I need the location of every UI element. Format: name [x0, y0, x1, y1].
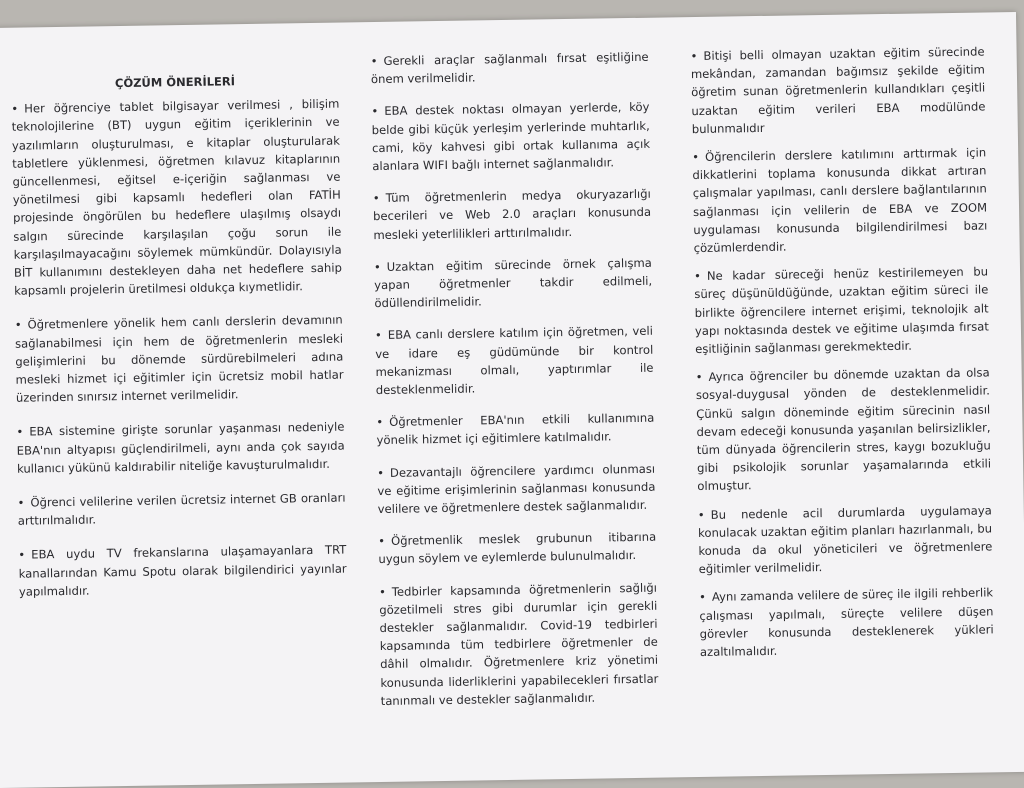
bullet-paragraph [377, 459, 656, 518]
paragraph-text: Bu nedenle acil durumlarda uygulamaya konulacak uzaktan eğitim planları hazırlanmalı, bu konuda da okul yöneticileri ve öğretmenlere eğitimler verilmelidir. [698, 503, 993, 577]
paragraph-text: Her öğrenciye tablet bilgisayar verilmesi , bilişim teknolojilerine (BT) uygun eğitim içeriklerinin ve yazılımların oluşturulması, e kitaplar oluşturularak tabletlere yüklenmesi, öğretmen kılavuz kitaplarının güncellenmesi, eğitsel e-içeriğin sağlanması ve yönetilmesi gibi kapsamlı hedefleri olan FATİH projesinde öngörülen bu hedeflere ulaşılmış olsaydı salgın sürecinde karşılaşılan çoğu sorun ile karşılaşılmayacağını söylemek mümkündür. Dolayısıyla BİT kullanımını destekleyen daha net hedeflere sahip kapsamlı projelerin üretilmesi oldukça kıymetlidir. [11, 96, 343, 298]
paragraph-text: EBA sistemine girişte sorunlar yaşanması nedeniyle EBA'nın altyapısı güçlendirilmeli, aynı anda çok sayıda kullanıcı yükünü kaldırabilir niteliğe kavuşturulmalıdır. [16, 420, 345, 476]
bullet-paragraph [371, 48, 650, 89]
bullet-icon: • [374, 328, 382, 343]
bullet-paragraph [378, 528, 657, 569]
column-2-list [371, 48, 659, 710]
bullet-paragraph [698, 501, 993, 578]
bullet-paragraph [16, 418, 345, 478]
bullet-paragraph [15, 311, 344, 407]
paragraph-text: EBA destek noktası olmayan yerlerde, köy belde gibi küçük yerleşim yerlerinde muhtarlık, cami, köy kahvesi gibi ortak kullanıma açık alanlara WIFI bağlı internet sağlanmalıdır. [371, 100, 651, 174]
bullet-icon: • [16, 425, 24, 440]
bullet-icon: • [373, 259, 381, 274]
section-title: ÇÖZÜM ÖNERİLERİ [114, 74, 236, 91]
bullet-paragraph [11, 95, 342, 300]
bullet-paragraph [373, 185, 652, 244]
bullet-icon: • [370, 53, 378, 69]
column-3-list [690, 42, 994, 661]
bullet-icon: • [18, 548, 26, 563]
paragraph-text: Uzaktan eğitim sürecinde örnek çalışma yapan öğretmenler takdir edilmeli, ödüllendirilmelidir. [374, 255, 653, 311]
bullet-paragraph [699, 584, 994, 661]
paragraph-text: Öğretmenlik meslek grubunun itibarına uygun söylem ve eylemlerde bulunulmalıdır. [378, 529, 657, 567]
paragraph-text: EBA uydu TV frekanslarına ulaşamayanlara TRT kanallarından Kamu Spotu olarak bilgilendirici yayınlar yapılmalıdır. [18, 543, 347, 599]
bullet-icon: • [690, 48, 698, 64]
bullet-icon: • [14, 318, 22, 333]
bullet-paragraph [376, 409, 655, 450]
bullet-icon: • [17, 495, 25, 510]
bullet-paragraph [379, 578, 659, 710]
bullet-paragraph [374, 254, 653, 313]
bullet-icon: • [377, 465, 385, 480]
paragraph-text: Öğretmenler EBA'nın etkili kullanımına yönelik hizmet içi eğitimlere katılmalıdır. [376, 410, 655, 448]
bullet-paragraph [371, 98, 650, 175]
bullet-icon: • [378, 584, 386, 599]
paragraph-text: Gerekli araçlar sağlanmalı fırsat eşitliğine önem verilmelidir. [370, 49, 649, 87]
paragraph-text: Öğrencilerin derslere katılımını arttırmak için dikkatlerini toplama konusunda dikkat artıran çalışmalar yapılması, canlı derslere bağlantılarının sağlanması için velilerin de EBA ve ZOOM uygulaması konusunda bilgilendirilmesi bazı çözümlerdendir. [692, 145, 988, 256]
paragraph-text: Öğrenci velilerine verilen ücretsiz internet GB oranları arttırılmalıdır. [17, 490, 346, 528]
bullet-icon: • [693, 269, 702, 284]
bullet-paragraph [692, 143, 988, 257]
bullet-paragraph [694, 263, 989, 359]
bullet-paragraph [17, 489, 346, 531]
bullet-icon: • [11, 101, 19, 116]
column-1 [11, 53, 348, 617]
paragraph-text: Bitişi belli olmayan uzaktan eğitim sürecinde mekândan, zamandan bağımsız şekilde eğitim öğretim sunan öğretmenlerin kullandıkları çeşitli uzaktan eğitim verileri EBA modülünde bulunmalıdır [690, 44, 986, 136]
column-1-list [11, 95, 347, 601]
bullet-icon: • [697, 507, 705, 522]
paragraph-text: Dezavantajlı öğrencilere yardımcı olunması ve eğitime erişimlerinin sağlanması konusunda velilere ve öğretmenlere destek sağlanmalıdır. [377, 461, 656, 517]
column-2 [371, 48, 660, 724]
bullet-icon: • [372, 191, 380, 206]
paragraph-text: Aynı zamanda velilere de süreç ile ilgili rehberlik çalışması yapılmalı, süreçte velilere düşen görevler konusunda desteklenerek yükleri azaltılmalıdır. [699, 585, 994, 660]
paragraph-text: EBA canlı derslere katılım için öğretmen, veli ve idare eş güdümünde bir kontrol mekanizması olmalı, yaptırımlar ile desteklenmelidir. [375, 324, 654, 398]
bullet-icon: • [371, 104, 379, 119]
column-3 [690, 42, 994, 671]
bullet-icon: • [699, 590, 707, 605]
paragraph-text: Tedbirler kapsamında öğretmenlerin sağlığı gözetilmeli stres gibi durumlar için gerekli destekler sağlanmalıdır. Covid-19 tedbirleri kapsamında tüm tedbirlere öğretmenler de dâhil olmalıdır. Öğretmenlere kriz yönetimi konusunda liderliklerini yapabilecekleri fırsatlar tanınmalı ve destekler sağlanmalıdır. [379, 580, 659, 708]
bullet-icon: • [376, 415, 384, 430]
paragraph-text: Öğretmenlere yönelik hem canlı derslerin devamının sağlanabilmesi için hem de öğretmenlerin mesleki gelişimlerini bu dönemde sürdürebilmeleri adına mesleki hizmet içi eğitimler için ücretsiz mobil hatlar üzerinden sınırsız internet verilmelidir. [14, 313, 344, 405]
bullet-paragraph [690, 42, 985, 138]
bullet-icon: • [695, 370, 703, 385]
bullet-icon: • [378, 534, 386, 549]
bullet-paragraph [696, 364, 992, 496]
bullet-icon: • [692, 149, 700, 165]
document-page [0, 12, 1024, 788]
bullet-paragraph [18, 541, 347, 601]
paragraph-text: Tüm öğretmenlerin medya okuryazarlığı becerileri ve Web 2.0 araçları konusunda mesleki yeterlilikleri arttırılmalıdır. [372, 186, 652, 242]
bullet-paragraph [375, 322, 654, 399]
paragraph-text: Ne kadar süreceği henüz kestirilemeyen bu süreç düşünüldüğünde, uzaktan eğitim süreci ile birlikte öğrencilere internet erişimi, teknolojik alt yapı noktasında destek ve eğitime ulaşımda fırsat eşitliğinin sağlanması gerekmektedir. [694, 264, 990, 357]
paragraph-text: Ayrıca öğrenciler bu dönemde uzaktan da olsa sosyal-duygusal yönden de desteklenmelidir. Çünkü salgın döneminde eğitim sürecinin nasıl devam edeceği konusunda yaşanılan belirsizlikler, tüm dünyada öğrencilerin stres, kaygı bozukluğu gibi psikolojik sorunlar yaşamalarında etkili olmuştur. [695, 365, 992, 494]
